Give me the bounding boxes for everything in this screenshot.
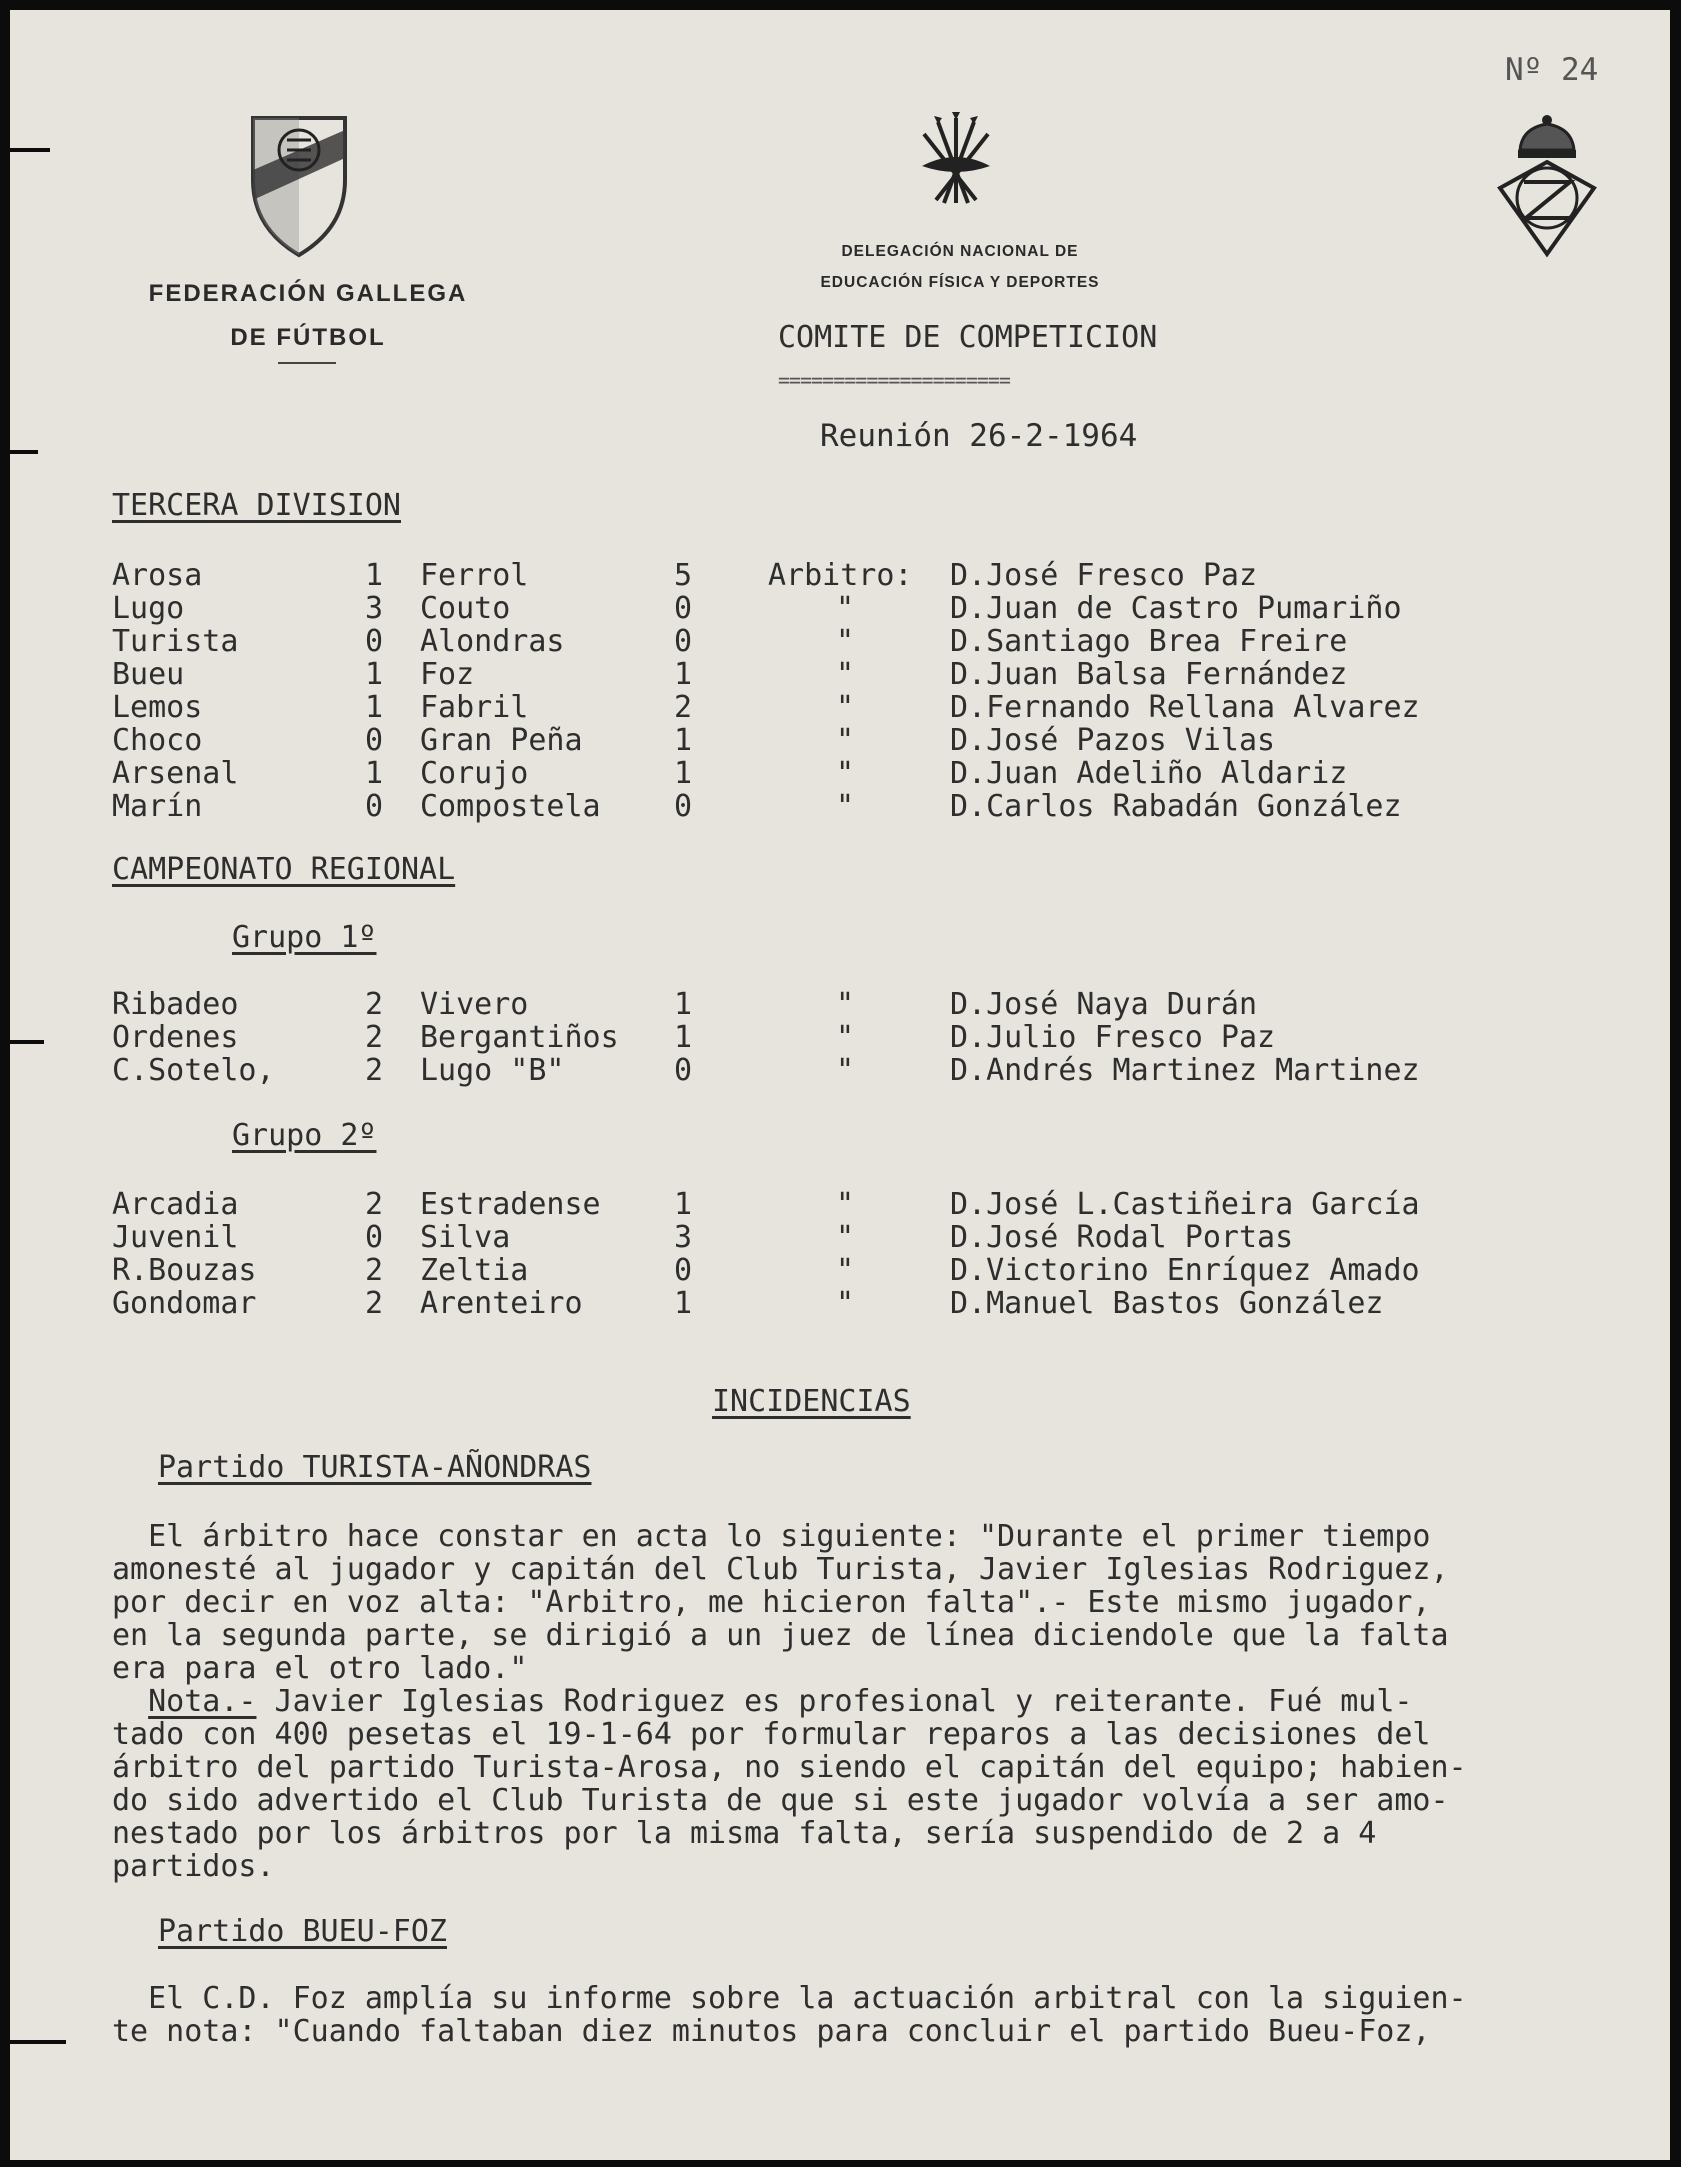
away-goals: 2 (674, 690, 693, 725)
table-row (10, 558, 1670, 592)
delegation-name (800, 236, 1120, 298)
home-goals: 0 (365, 789, 384, 824)
federation-name (128, 272, 488, 360)
home-team: Ordenes (112, 1020, 239, 1055)
ditto-mark: " (836, 789, 855, 824)
referee-name: D.Fernando Rellana Alvarez (950, 690, 1420, 725)
referee-name: D.José Pazos Vilas (950, 723, 1276, 758)
paragraph-line: era para el otro lado." (112, 1651, 528, 1686)
home-team: Arosa (112, 558, 203, 593)
ditto-mark: " (836, 1286, 855, 1321)
grupo2-heading: Grupo 2º (232, 1118, 377, 1153)
ditto-mark: " (836, 1020, 855, 1055)
ditto-mark: " (836, 591, 855, 626)
home-goals: 2 (365, 1187, 384, 1222)
ditto-mark: " (836, 1253, 855, 1288)
paragraph-line: do sido advertido el Club Turista de que si este jugador volvía a ser amo- (112, 1783, 1449, 1818)
away-team: Fabril (420, 690, 529, 725)
away-goals: 1 (674, 1286, 693, 1321)
away-goals: 1 (674, 987, 693, 1022)
royal-crest-icon (1492, 110, 1602, 260)
regional-heading: CAMPEONATO REGIONAL (112, 852, 456, 887)
federation-rule (278, 362, 336, 364)
referee-name: D.Juan Adeliño Aldariz (950, 756, 1348, 791)
home-team: Choco (112, 723, 203, 758)
away-team: Alondras (420, 624, 565, 659)
away-team: Lugo "B" (420, 1053, 565, 1088)
table-row (10, 657, 1670, 691)
meeting-date: Reunión 26-2-1964 (820, 418, 1138, 454)
home-team: Arsenal (112, 756, 239, 791)
binder-notch (10, 2040, 66, 2044)
referee-name: D.José Naya Durán (950, 987, 1258, 1022)
referee-name: D.Julio Fresco Paz (950, 1020, 1276, 1055)
home-team: Bueu (112, 657, 185, 692)
table-row (10, 1187, 1670, 1221)
ditto-mark: " (836, 657, 855, 692)
paragraph-line: partidos. (112, 1849, 275, 1884)
home-team: Juvenil (112, 1220, 239, 1255)
paragraph-line: amonesté al jugador y capitán del Club Turista, Javier Iglesias Rodriguez, (112, 1552, 1449, 1587)
away-goals: 3 (674, 1220, 693, 1255)
referee-name: D.Carlos Rabadán González (950, 789, 1402, 824)
home-goals: 2 (365, 1286, 384, 1321)
turista-report-paragraph (112, 1520, 1652, 1883)
home-team: C.Sotelo, (112, 1053, 275, 1088)
away-goals: 0 (674, 1053, 693, 1088)
turista-match-heading: Partido TURISTA-AÑONDRAS (158, 1450, 592, 1485)
paragraph-line: tado con 400 pesetas el 19-1-64 por formular reparos a las decisiones del (112, 1717, 1431, 1752)
home-team: Lugo (112, 591, 185, 626)
away-goals: 1 (674, 657, 693, 692)
table-row (10, 624, 1670, 658)
home-goals: 1 (365, 756, 384, 791)
yoke-arrows-emblem-icon (916, 108, 996, 208)
away-team: Ferrol (420, 558, 529, 593)
away-team: Silva (420, 1220, 511, 1255)
ditto-mark: " (836, 1187, 855, 1222)
home-goals: 1 (365, 690, 384, 725)
referee-name: D.José Fresco Paz (950, 558, 1258, 593)
ditto-mark: " (836, 1053, 855, 1088)
home-team: R.Bouzas (112, 1253, 257, 1288)
referee-name: D.Santiago Brea Freire (950, 624, 1348, 659)
home-team: Gondomar (112, 1286, 257, 1321)
federation-name-line2: DE FÚTBOL (230, 324, 386, 351)
home-goals: 1 (365, 657, 384, 692)
home-goals: 3 (365, 591, 384, 626)
home-team: Arcadia (112, 1187, 239, 1222)
away-team: Compostela (420, 789, 601, 824)
away-goals: 1 (674, 1187, 693, 1222)
table-row (10, 756, 1670, 790)
away-team: Gran Peña (420, 723, 583, 758)
paragraph-line: nestado por los árbitros por la misma falta, sería suspendido de 2 a 4 (112, 1816, 1377, 1851)
home-goals: 1 (365, 558, 384, 593)
away-team: Foz (420, 657, 475, 692)
nota-first-line (112, 1685, 1652, 1718)
table-row (10, 1020, 1670, 1054)
tercera-division-heading: TERCERA DIVISION (112, 488, 401, 523)
referee-name: D.Victorino Enríquez Amado (950, 1253, 1420, 1288)
away-team: Corujo (420, 756, 529, 791)
ditto-mark: " (836, 1220, 855, 1255)
table-row (10, 1220, 1670, 1254)
home-team: Ribadeo (112, 987, 239, 1022)
table-row (10, 987, 1670, 1021)
home-goals: 2 (365, 1020, 384, 1055)
paragraph-line: El C.D. Foz amplía su informe sobre la actuación arbitral con la siguien- (112, 1981, 1467, 2016)
paragraph-line: árbitro del partido Turista-Arosa, no siendo el capitán del equipo; habien- (112, 1750, 1467, 1785)
table-row (10, 789, 1670, 823)
ditto-mark: " (836, 624, 855, 659)
home-goals: 0 (365, 1220, 384, 1255)
away-goals: 0 (674, 1253, 693, 1288)
home-goals: 2 (365, 1053, 384, 1088)
committee-title: COMITE DE COMPETICION (778, 320, 1158, 355)
ditto-mark: " (836, 756, 855, 791)
referee-name: D.Manuel Bastos González (950, 1286, 1384, 1321)
away-goals: 0 (674, 591, 693, 626)
document-number: Nº 24 (1505, 52, 1599, 88)
away-team: Arenteiro (420, 1286, 583, 1321)
away-team: Couto (420, 591, 511, 626)
away-team: Vivero (420, 987, 529, 1022)
home-team: Lemos (112, 690, 203, 725)
home-goals: 2 (365, 1253, 384, 1288)
table-row (10, 1253, 1670, 1287)
table-row (10, 1286, 1670, 1320)
binder-notch (10, 450, 38, 454)
federation-name-line1: FEDERACIÓN GALLEGA (148, 280, 468, 307)
referee-name: D.Juan de Castro Pumariño (950, 591, 1402, 626)
referee-name: D.Juan Balsa Fernández (950, 657, 1348, 692)
bueu-report-paragraph (112, 1982, 1652, 2048)
nota-text: Javier Iglesias Rodriguez es profesional y reiterante. Fué mul- (256, 1684, 1413, 1719)
away-team: Bergantiños (420, 1020, 619, 1055)
ditto-mark: " (836, 987, 855, 1022)
paragraph-line: te nota: "Cuando faltaban diez minutos para concluir el partido Bueu-Foz, (112, 2014, 1431, 2049)
incidencias-heading: INCIDENCIAS (712, 1384, 911, 1419)
home-goals: 2 (365, 987, 384, 1022)
home-goals: 0 (365, 723, 384, 758)
away-team: Estradense (420, 1187, 601, 1222)
delegation-line2: EDUCACIÓN FÍSICA Y DEPORTES (820, 274, 1100, 291)
away-goals: 1 (674, 1020, 693, 1055)
paragraph-line: por decir en voz alta: "Arbitro, me hicieron falta".- Este mismo jugador, (112, 1585, 1431, 1620)
grupo1-heading: Grupo 1º (232, 920, 377, 955)
nota-label: Nota.- (148, 1684, 257, 1719)
committee-rule: ===================== (778, 368, 1010, 392)
home-goals: 0 (365, 624, 384, 659)
referee-label: Arbitro: (768, 558, 913, 593)
referee-name: D.José L.Castiñeira García (950, 1187, 1420, 1222)
away-goals: 1 (674, 723, 693, 758)
away-goals: 1 (674, 756, 693, 791)
document-page (10, 10, 1670, 2160)
referee-name: D.José Rodal Portas (950, 1220, 1294, 1255)
away-goals: 0 (674, 624, 693, 659)
table-row (10, 591, 1670, 625)
table-row (10, 1053, 1670, 1087)
ditto-mark: " (836, 690, 855, 725)
delegation-line1: DELEGACIÓN NACIONAL DE (841, 243, 1079, 260)
binder-notch (10, 148, 50, 152)
away-goals: 5 (674, 558, 693, 593)
ditto-mark: " (836, 723, 855, 758)
binder-notch (10, 1040, 44, 1044)
bueu-match-heading: Partido BUEU-FOZ (158, 1914, 447, 1949)
home-team: Marín (112, 789, 203, 824)
referee-name: D.Andrés Martinez Martinez (950, 1053, 1420, 1088)
table-row (10, 723, 1670, 757)
federation-shield-icon (247, 110, 351, 260)
paragraph-line: El árbitro hace constar en acta lo siguiente: "Durante el primer tiempo (112, 1519, 1431, 1554)
away-team: Zeltia (420, 1253, 529, 1288)
table-row (10, 690, 1670, 724)
away-goals: 0 (674, 789, 693, 824)
home-team: Turista (112, 624, 239, 659)
paragraph-line: en la segunda parte, se dirigió a un juez de línea diciendole que la falta (112, 1618, 1449, 1653)
